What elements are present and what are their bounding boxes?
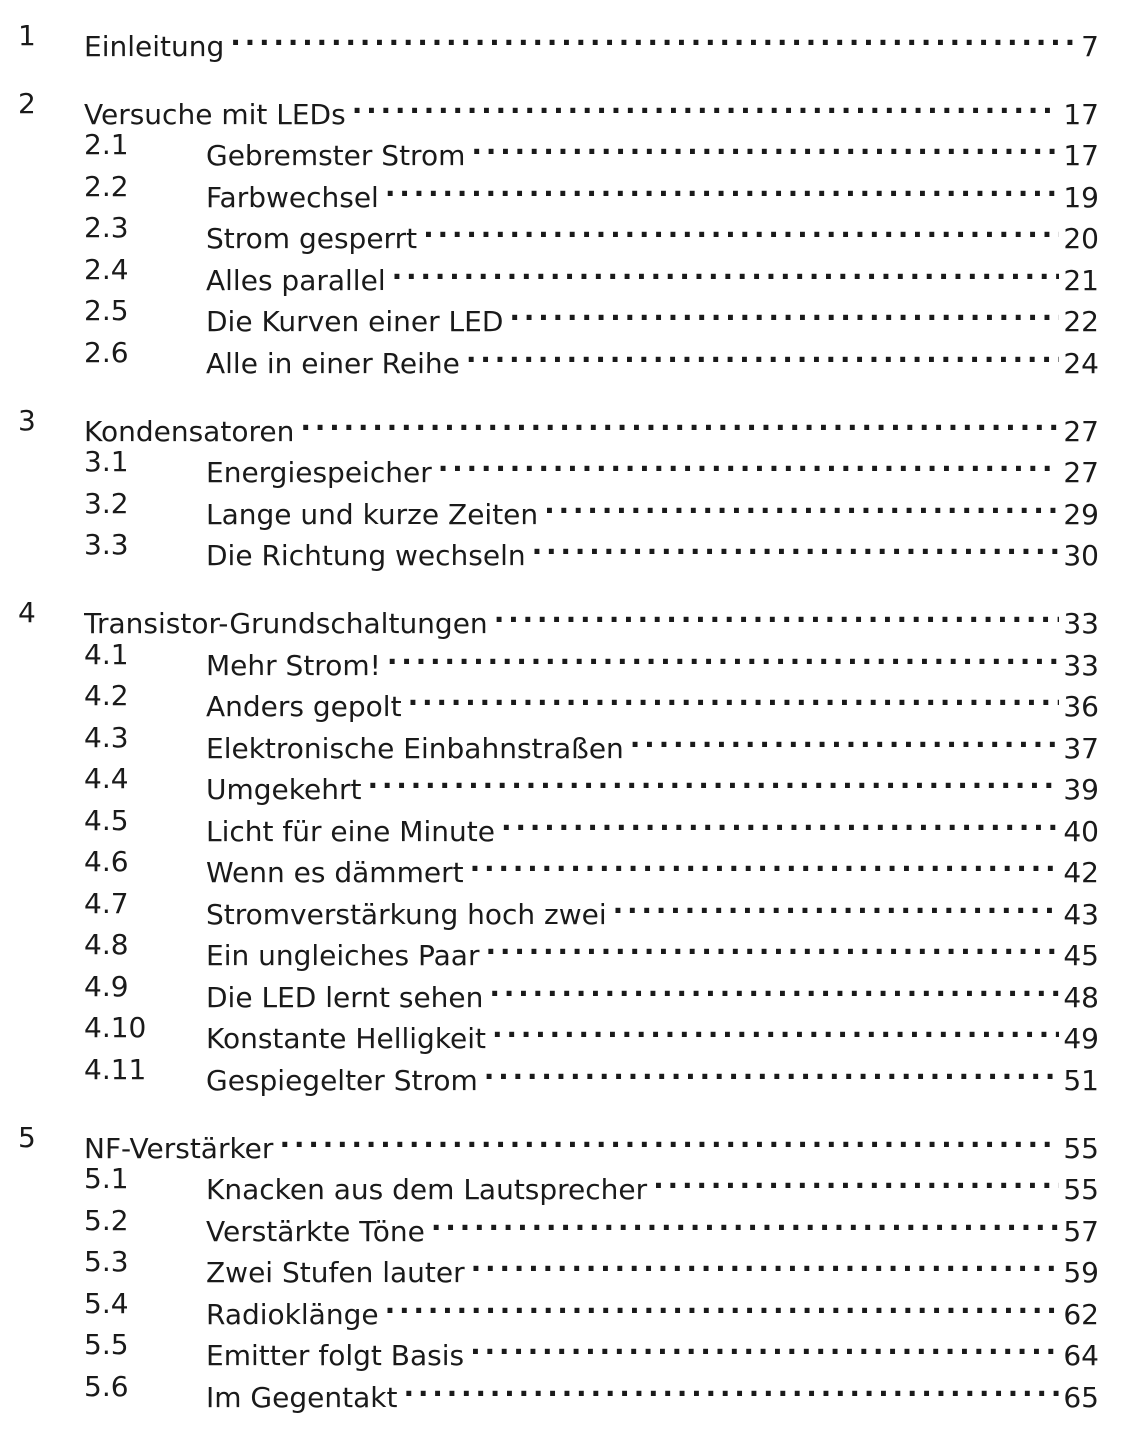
toc-entry-number: 2 — [18, 87, 36, 120]
toc-section-entry[interactable] — [0, 1367, 1141, 1414]
toc-entry-number: 4.8 — [84, 928, 129, 961]
toc-chapter-entry[interactable] — [0, 401, 1141, 448]
dot-leader — [471, 1242, 1060, 1282]
toc-section-entry[interactable] — [0, 925, 1141, 972]
toc-entry-page-number: 37 — [1063, 732, 1099, 765]
toc-entry-line — [84, 16, 1099, 67]
toc-entry-number: 4.1 — [84, 638, 129, 671]
toc-entry-title: Stromverstärkung hoch zwei — [206, 895, 607, 935]
toc-entry-page-number: 55 — [1063, 1132, 1099, 1165]
toc-entry-number: 3 — [18, 404, 36, 437]
toc-section-entry[interactable] — [0, 1325, 1141, 1372]
toc-section-entry[interactable] — [0, 484, 1141, 531]
toc-entry-title: Die Richtung wechseln — [206, 536, 526, 576]
dot-leader — [489, 967, 1059, 1007]
toc-entry-number: 2.2 — [84, 170, 129, 203]
toc-entry-title: Konstante Helligkeit — [206, 1019, 486, 1059]
toc-entry-number: 4.3 — [84, 721, 129, 754]
toc-entry-title: Anders gepolt — [206, 687, 402, 727]
toc-entry-number: 3.2 — [84, 487, 129, 520]
toc-section-entry[interactable] — [0, 967, 1141, 1014]
dot-leader — [484, 1050, 1060, 1090]
toc-entry-number: 2.1 — [84, 128, 129, 161]
toc-entry-number: 2.4 — [84, 253, 129, 286]
dot-leader — [466, 333, 1060, 373]
dot-leader — [438, 442, 1060, 482]
toc-entry-title: Emitter folgt Basis — [206, 1336, 464, 1376]
toc-entry-page-number: 45 — [1063, 939, 1099, 972]
toc-entry-title: Umgekehrt — [206, 770, 361, 810]
toc-entry-page-number: 49 — [1063, 1022, 1099, 1055]
toc-entry-title: Alles parallel — [206, 261, 386, 301]
toc-entry-title: Zwei Stufen lauter — [206, 1253, 465, 1293]
toc-section-entry[interactable] — [0, 167, 1141, 214]
toc-entry-page-number: 20 — [1063, 222, 1099, 255]
toc-entry-number: 5.3 — [84, 1245, 129, 1278]
toc-entry-number: 2.6 — [84, 336, 129, 369]
toc-entry-title: NF-Verstärker — [84, 1129, 273, 1169]
toc-entry-title: Kondensatoren — [84, 412, 294, 452]
toc-section-entry[interactable] — [0, 884, 1141, 931]
dot-leader — [279, 1118, 1059, 1158]
toc-entry-page-number: 33 — [1063, 649, 1099, 682]
toc-section-entry[interactable] — [0, 1050, 1141, 1097]
dot-leader — [509, 291, 1059, 331]
dot-leader — [387, 635, 1060, 675]
dot-leader — [408, 676, 1060, 716]
toc-section-entry[interactable] — [0, 125, 1141, 172]
dot-leader — [471, 125, 1059, 165]
toc-section-entry[interactable] — [0, 1242, 1141, 1289]
toc-entry-page-number: 57 — [1063, 1215, 1099, 1248]
dot-leader — [532, 525, 1060, 565]
toc-entry-page-number: 39 — [1063, 773, 1099, 806]
toc-entry-title: Mehr Strom! — [206, 646, 381, 686]
dot-leader — [367, 759, 1059, 799]
toc-entry-number: 5 — [18, 1121, 36, 1154]
toc-entry-line — [206, 525, 1099, 576]
toc-section-entry[interactable] — [0, 1284, 1141, 1331]
toc-entry-page-number: 24 — [1063, 347, 1099, 380]
toc-entry-page-number: 30 — [1063, 539, 1099, 572]
toc-entry-title: Gespiegelter Strom — [206, 1061, 478, 1101]
toc-entry-number: 4.11 — [84, 1053, 147, 1086]
toc-entry-title: Radioklänge — [206, 1295, 379, 1335]
toc-section-entry[interactable] — [0, 1201, 1141, 1248]
toc-chapter-entry[interactable] — [0, 16, 1141, 63]
dot-leader — [653, 1159, 1059, 1199]
toc-entry-number: 5.6 — [84, 1370, 129, 1403]
dot-leader — [494, 593, 1060, 633]
toc-entry-title: Farbwechsel — [206, 178, 379, 218]
dot-leader — [392, 250, 1060, 290]
dot-leader — [403, 1367, 1059, 1407]
toc-entry-number: 1 — [18, 19, 36, 52]
toc-entry-page-number: 27 — [1063, 456, 1099, 489]
toc-entry-number: 4.7 — [84, 887, 129, 920]
dot-leader — [544, 484, 1059, 524]
toc-entry-number: 5.5 — [84, 1328, 129, 1361]
dot-leader — [613, 884, 1060, 924]
toc-entry-title: Die Kurven einer LED — [206, 302, 503, 342]
toc-entry-page-number: 65 — [1063, 1381, 1099, 1414]
toc-entry-title: Wenn es dämmert — [206, 853, 464, 893]
dot-leader — [431, 1201, 1060, 1241]
toc-entry-number: 2.3 — [84, 211, 129, 244]
toc-entry-number: 4.6 — [84, 845, 129, 878]
toc-chapter-entry[interactable] — [0, 593, 1141, 640]
toc-chapter-entry[interactable] — [0, 1118, 1141, 1165]
toc-section-entry[interactable] — [0, 1008, 1141, 1055]
toc-section-entry[interactable] — [0, 1159, 1141, 1206]
toc-entry-title: Transistor-Grundschaltungen — [84, 604, 488, 644]
toc-entry-number: 4.10 — [84, 1011, 147, 1044]
toc-entry-page-number: 19 — [1063, 181, 1099, 214]
toc-section-entry[interactable] — [0, 333, 1141, 380]
toc-section-entry[interactable] — [0, 676, 1141, 723]
toc-entry-line — [206, 333, 1099, 384]
toc-entry-number: 5.2 — [84, 1204, 129, 1237]
toc-entry-page-number: 22 — [1063, 305, 1099, 338]
dot-leader — [385, 167, 1060, 207]
toc-entry-title: Gebremster Strom — [206, 136, 465, 176]
toc-section-entry[interactable] — [0, 635, 1141, 682]
toc-chapter-entry[interactable] — [0, 84, 1141, 131]
toc-entry-number: 4 — [18, 596, 36, 629]
toc-section-entry[interactable] — [0, 759, 1141, 806]
toc-section-entry[interactable] — [0, 718, 1141, 765]
toc-entry-title: Energiespeicher — [206, 453, 432, 493]
toc-entry-title: Im Gegentakt — [206, 1378, 397, 1418]
toc-section-entry[interactable] — [0, 801, 1141, 848]
toc-entry-page-number: 43 — [1063, 898, 1099, 931]
toc-entry-title: Elektronische Einbahnstraßen — [206, 729, 624, 769]
toc-entry-page-number: 55 — [1063, 1173, 1099, 1206]
toc-entry-page-number: 17 — [1063, 98, 1099, 131]
toc-entry-number: 5.1 — [84, 1162, 129, 1195]
toc-section-entry[interactable] — [0, 442, 1141, 489]
toc-entry-title: Strom gesperrt — [206, 219, 417, 259]
toc-entry-title: Einleitung — [84, 27, 224, 67]
toc-entry-title: Knacken aus dem Lautsprecher — [206, 1170, 647, 1210]
toc-entry-title: Licht für eine Minute — [206, 812, 495, 852]
toc-entry-title: Verstärkte Töne — [206, 1212, 425, 1252]
toc-entry-page-number: 36 — [1063, 690, 1099, 723]
toc-entry-title: Die LED lernt sehen — [206, 978, 483, 1018]
toc-entry-number: 4.4 — [84, 762, 129, 795]
dot-leader — [501, 801, 1059, 841]
toc-section-entry[interactable] — [0, 208, 1141, 255]
toc-entry-page-number: 21 — [1063, 264, 1099, 297]
dot-leader — [470, 1325, 1059, 1365]
dot-leader — [485, 925, 1059, 965]
toc-section-entry[interactable] — [0, 842, 1141, 889]
toc-entry-title: Ein ungleiches Paar — [206, 936, 479, 976]
toc-entry-page-number: 51 — [1063, 1064, 1099, 1097]
toc-entry-page-number: 40 — [1063, 815, 1099, 848]
toc-section-entry[interactable] — [0, 525, 1141, 572]
dot-leader — [470, 842, 1060, 882]
toc-entry-page-number: 29 — [1063, 498, 1099, 531]
toc-entry-page-number: 59 — [1063, 1256, 1099, 1289]
toc-entry-page-number: 27 — [1063, 415, 1099, 448]
dot-leader — [352, 84, 1060, 124]
toc-entry-page-number: 64 — [1063, 1339, 1099, 1372]
dot-leader — [630, 718, 1060, 758]
toc-entry-page-number: 48 — [1063, 981, 1099, 1014]
toc-entry-page-number: 17 — [1063, 139, 1099, 172]
toc-section-entry[interactable] — [0, 250, 1141, 297]
toc-entry-title: Lange und kurze Zeiten — [206, 495, 538, 535]
toc-entry-page-number: 62 — [1063, 1298, 1099, 1331]
dot-leader — [492, 1008, 1059, 1048]
toc-entry-page-number: 42 — [1063, 856, 1099, 889]
toc-section-entry[interactable] — [0, 291, 1141, 338]
toc-entry-title: Versuche mit LEDs — [84, 95, 346, 135]
dot-leader — [230, 16, 1077, 56]
dot-leader — [423, 208, 1059, 248]
toc-entry-line — [206, 1367, 1099, 1418]
toc-entry-number: 3.3 — [84, 528, 129, 561]
toc-entry-number: 4.9 — [84, 970, 129, 1003]
dot-leader — [385, 1284, 1060, 1324]
toc-entry-line — [206, 1050, 1099, 1101]
toc-entry-number: 2.5 — [84, 294, 129, 327]
toc-entry-page-number: 7 — [1081, 30, 1099, 63]
toc-entry-number: 4.2 — [84, 679, 129, 712]
toc-entry-title: Alle in einer Reihe — [206, 344, 460, 384]
dot-leader — [300, 401, 1059, 441]
toc-entry-number: 4.5 — [84, 804, 129, 837]
toc-entry-page-number: 33 — [1063, 607, 1099, 640]
toc-entry-number: 3.1 — [84, 445, 129, 478]
toc-entry-number: 5.4 — [84, 1287, 129, 1320]
